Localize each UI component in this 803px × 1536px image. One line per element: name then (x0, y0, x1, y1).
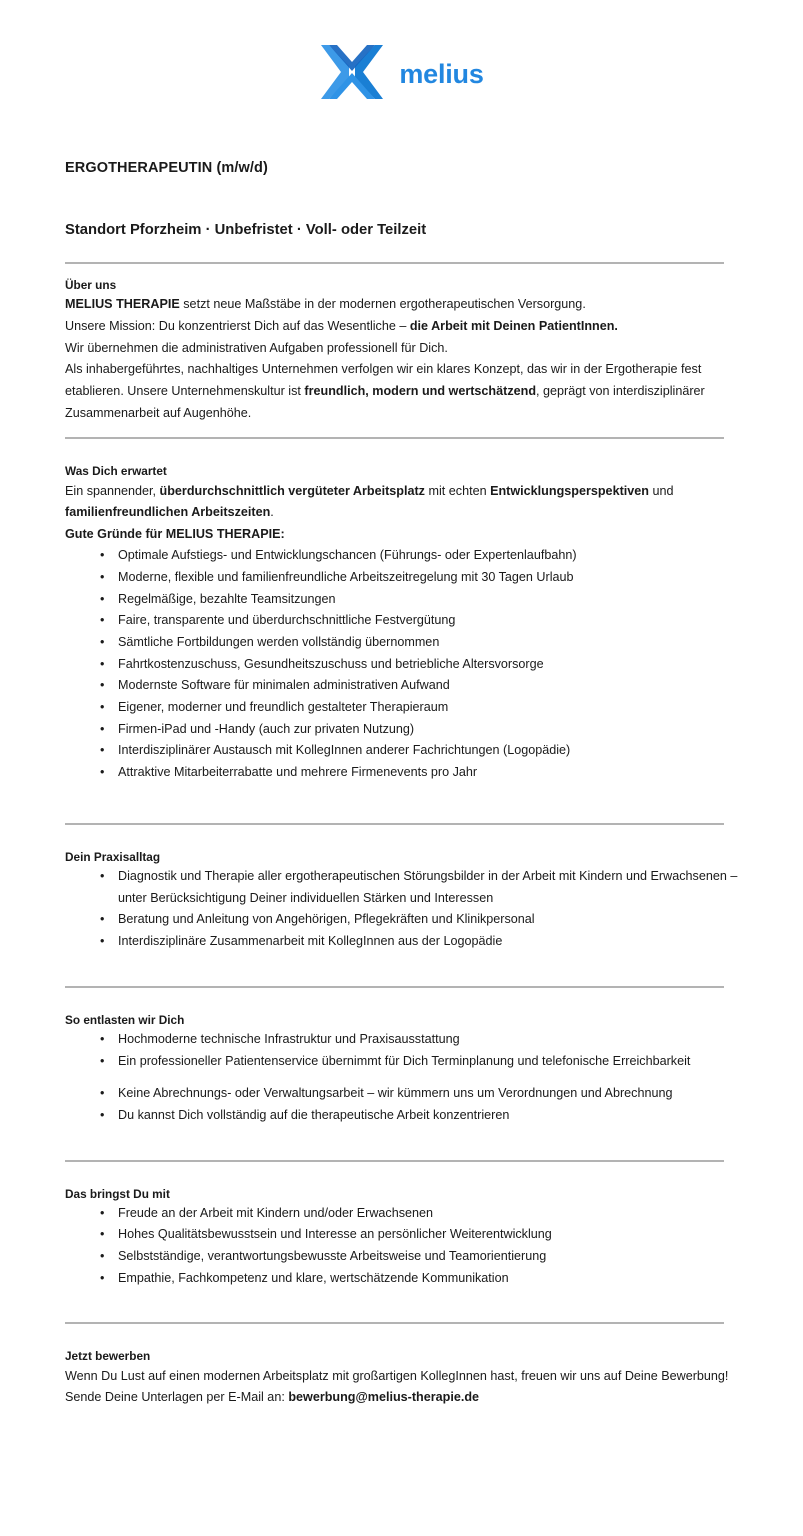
spacer (65, 784, 738, 810)
expect-intro-bold-1: überdurchschnittlich vergüteter Arbeitsplatz (159, 483, 425, 498)
daily-task-list (65, 866, 738, 953)
about-line-1 (65, 294, 738, 316)
expect-intro-mid: mit echten (424, 483, 491, 498)
list-item: • Ein professioneller Patientenservice übernimmt für Dich Terminplanung und telefonische Erreichbarkeit (100, 1051, 738, 1073)
about-line-2-bold: die Arbeit mit Deinen PatientInnen. (409, 318, 618, 333)
about-line-4-post: , geprägt von interdisziplinärer Zusammenarbeit auf Augenhöhe. (65, 383, 705, 420)
expect-intro-bold-3: familienfreundlichen Arbeitszeiten (65, 505, 271, 520)
about-line-3: Wir übernehmen die administrativen Aufgaben professionell für Dich. (65, 340, 448, 355)
list-item: • Eigener, moderner und freundlich gestalteter Therapieraum (100, 697, 738, 719)
list-item: • Firmen-iPad und -Handy (auch zur privaten Nutzung) (100, 719, 738, 741)
about-line-2-pre: Unsere Mission: Du konzentrierst Dich auf das Wesentliche – (65, 318, 410, 333)
list-item: • Beratung und Anleitung von Angehörigen, Pflegekräften und Klinikpersonal (100, 909, 738, 931)
list-item: • Freude an der Arbeit mit Kindern und/oder Erwachsenen (100, 1203, 738, 1225)
about-line-4-pre: Als inhabergeführtes, nachhaltiges Unternehmen verfolgen wir ein klares Konzept, das wir in der Ergotherapie fest etablieren. Unsere Unternehmenskultur ist (65, 362, 702, 398)
expect-intro-mid-2: und (648, 483, 674, 498)
expect-intro-bold-2: Entwicklungsperspektiven (490, 483, 649, 498)
expect-intro-pre: Ein spannender, (65, 483, 160, 498)
section-daily (65, 825, 738, 986)
expect-intro-post: . (270, 505, 274, 520)
about-line-1-rest: setzt neue Maßstäbe in der modernen ergotherapeutischen Versorgung. (179, 297, 586, 312)
apply-email-label: Sende Deine Unterlagen per E-Mail an: (65, 1390, 289, 1405)
page-title: ERGOTHERAPEUTIN (m/w/d) (65, 160, 268, 176)
list-item: • Keine Abrechnungs- oder Verwaltungsarbeit – wir kümmern uns um Verordnungen und Abrechnung (100, 1083, 738, 1105)
list-item: • Empathie, Fachkompetenz und klare, wertschätzende Kommunikation (100, 1268, 738, 1290)
section-heading-profile: Das bringst Du mit (65, 1186, 170, 1201)
list-item: • Interdisziplinärer Austausch mit KollegInnen anderer Fachrichtungen (Logopädie) (100, 740, 738, 762)
list-item: • Hohes Qualitätsbewusstsein und Interesse an persönlicher Weiterentwicklung (100, 1224, 738, 1246)
list-item: • Interdisziplinäre Zusammenarbeit mit KollegInnen aus der Logopädie (100, 931, 738, 953)
list-item: • Regelmäßige, bezahlte Teamsitzungen (100, 589, 738, 611)
spacer (65, 1175, 738, 1185)
melius-x-logo-icon (319, 42, 385, 102)
expect-benefit-list (65, 545, 738, 783)
list-item: • Du kannst Dich vollständig auf die therapeutische Arbeit konzentrieren (100, 1105, 738, 1127)
spacer (65, 1289, 738, 1309)
section-heading-apply: Jetzt bewerben (65, 1349, 151, 1364)
about-line-1-bold: MELIUS THERAPIE (65, 297, 180, 312)
about-line-2 (65, 316, 738, 338)
spacer (65, 452, 738, 462)
apply-intro-text: Wenn Du Lust auf einen modernen Arbeitsplatz mit großartigen KollegInnen hast, freuen wir uns auf Deine Bewerbung! (65, 1368, 729, 1383)
list-item: • Sämtliche Fortbildungen werden vollständig übernommen (100, 632, 738, 654)
expect-reasons-heading (65, 524, 738, 546)
list-item: • Moderne, flexible und familienfreundliche Arbeitszeitregelung mit 30 Tagen Urlaub (100, 567, 738, 589)
expect-reasons-heading-text: Gute Gründe für MELIUS THERAPIE: (65, 526, 285, 541)
spacer (65, 1001, 738, 1011)
relief-list (65, 1029, 738, 1127)
section-relief (65, 988, 738, 1160)
brand-wordmark: melius (399, 58, 484, 89)
section-expect (65, 439, 738, 822)
about-line-4-bold: freundlich, modern und wertschätzend (304, 383, 537, 398)
list-item: • Fahrtkostenzuschuss, Gesundheitszuschuss und betriebliche Altersvorsorge (100, 654, 738, 676)
about-line-4 (65, 359, 738, 424)
spacer (65, 838, 738, 848)
apply-email-line (65, 1387, 738, 1409)
spacer (65, 1337, 738, 1347)
list-item: • Diagnostik und Therapie aller ergotherapeutischen Störungsbilder in der Arbeit mit Kindern und Erwachsenen – unter Berücksichtigung Deiner individuellen Stärken und Interessen (100, 866, 738, 909)
list-item: • Faire, transparente und überdurchschnittliche Festvergütung (100, 610, 738, 632)
section-heading-expect: Was Dich erwartet (65, 464, 167, 479)
list-item: • Modernste Software für minimalen administrativen Aufwand (100, 675, 738, 697)
job-meta-subtitle: Standort Pforzheim · Unbefristet · Voll- oder Teilzeit (65, 222, 427, 239)
application-email-address[interactable]: bewerbung@melius-therapie.de (288, 1390, 480, 1405)
spacer (65, 953, 738, 973)
section-heading-about: Über uns (65, 278, 117, 292)
section-about (65, 264, 738, 437)
expect-intro (65, 481, 738, 524)
section-profile (65, 1162, 738, 1323)
list-item: • Optimale Aufstiegs- und Entwicklungschancen (Führungs- oder Expertenlaufbahn) (100, 545, 738, 567)
section-heading-relief: So entlasten wir Dich (65, 1012, 185, 1027)
brand-header (0, 0, 803, 102)
section-heading-daily: Dein Praxisalltag (65, 849, 161, 864)
profile-requirements-list (65, 1203, 738, 1290)
list-item: • Hochmoderne technische Infrastruktur und Praxisausstattung (100, 1029, 738, 1051)
list-item: • Attraktive Mitarbeiterrabatte und mehrere Firmenevents pro Jahr (100, 762, 738, 784)
section-apply (65, 1324, 738, 1422)
spacer (65, 1127, 738, 1147)
list-item: • Selbstständige, verantwortungsbewusste Arbeitsweise und Teamorientierung (100, 1246, 738, 1268)
